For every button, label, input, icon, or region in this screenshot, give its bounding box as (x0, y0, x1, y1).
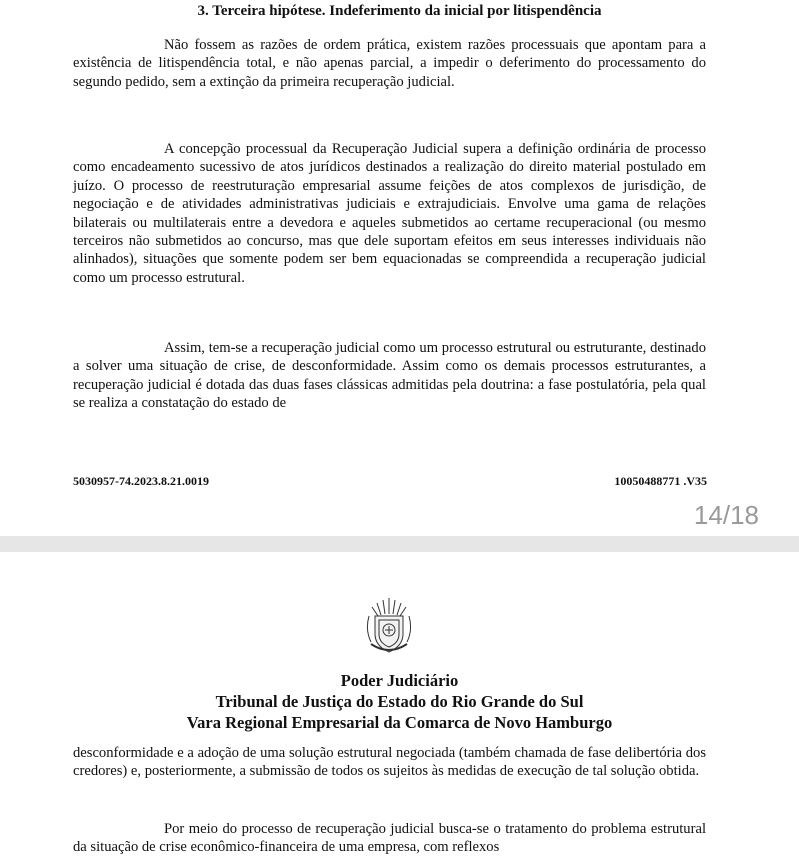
section-heading: 3. Terceira hipótese. Indeferimento da inicial por litispendência (197, 3, 602, 19)
page-separator (0, 536, 799, 552)
page-indicator: 14/18 (693, 500, 759, 530)
court-line-tribunal: Tribunal de Justiça do Estado do Rio Grande do Sul (215, 692, 584, 711)
court-line-vara: Vara Regional Empresarial da Comarca de Novo Hamburgo (186, 713, 613, 732)
paragraph: desconformidade e a adoção de uma solução estrutural negociada (também chamada de fase delibertória dos credores) e, posteriormente, a submissão de todos os sujeitos às medidas de execução de tal solução obtida. (73, 745, 706, 780)
coat-of-arms-icon (361, 594, 417, 658)
process-number: 5030957-74.2023.8.21.0019 (73, 474, 209, 488)
paragraph: Não fossem as razões de ordem prática, existem razões processuais que apontam para a existência de litispendência total, e não apenas parcial, a impedir o deferimento do processamento do segundo pedido, sem a extinção da primeira recuperação judicial. (73, 37, 706, 90)
paragraph: Assim, tem-se a recuperação judicial como um processo estrutural ou estruturante, destinado a solver uma situação de crise, de desconformidade. Assim como os demais processos estruturantes, a recuperação judicial é dotada das duas fases clássicas admitidas pela doutrina: a fase postulatória, pela qual se realiza a constatação do estado de (73, 340, 706, 412)
court-line-judiciary: Poder Judiciário (340, 671, 459, 690)
paragraph: A concepção processual da Recuperação Judicial supera a definição ordinária de processo como encadeamento sucessivo de atos jurídicos destinados a realização do direito material postulado em juízo. O processo de reestruturação empresarial assume feições de atos complexos de jurisdição, de negociação e de atividades administrativas judiciais e extrajudiciais. Envolve uma gama de relações bilaterais ou multilaterais entre a devedora e aqueles submetidos ao certame recuperacional (ou mesmo terceiros não submetidos ao concurso, mas que dele suportam efeitos em seus interesses individuais não alinhados), situações que somente podem ser bem equacionadas se compreendida a recuperação judicial como um processo estrutural. (73, 141, 706, 286)
document-page-15 (0, 552, 799, 859)
document-code: 10050488771 .V35 (614, 474, 707, 488)
paragraph: Por meio do processo de recuperação judicial busca-se o tratamento do problema estrutural da situação de crise econômico-financeira de uma empresa, com reflexos (73, 821, 706, 856)
